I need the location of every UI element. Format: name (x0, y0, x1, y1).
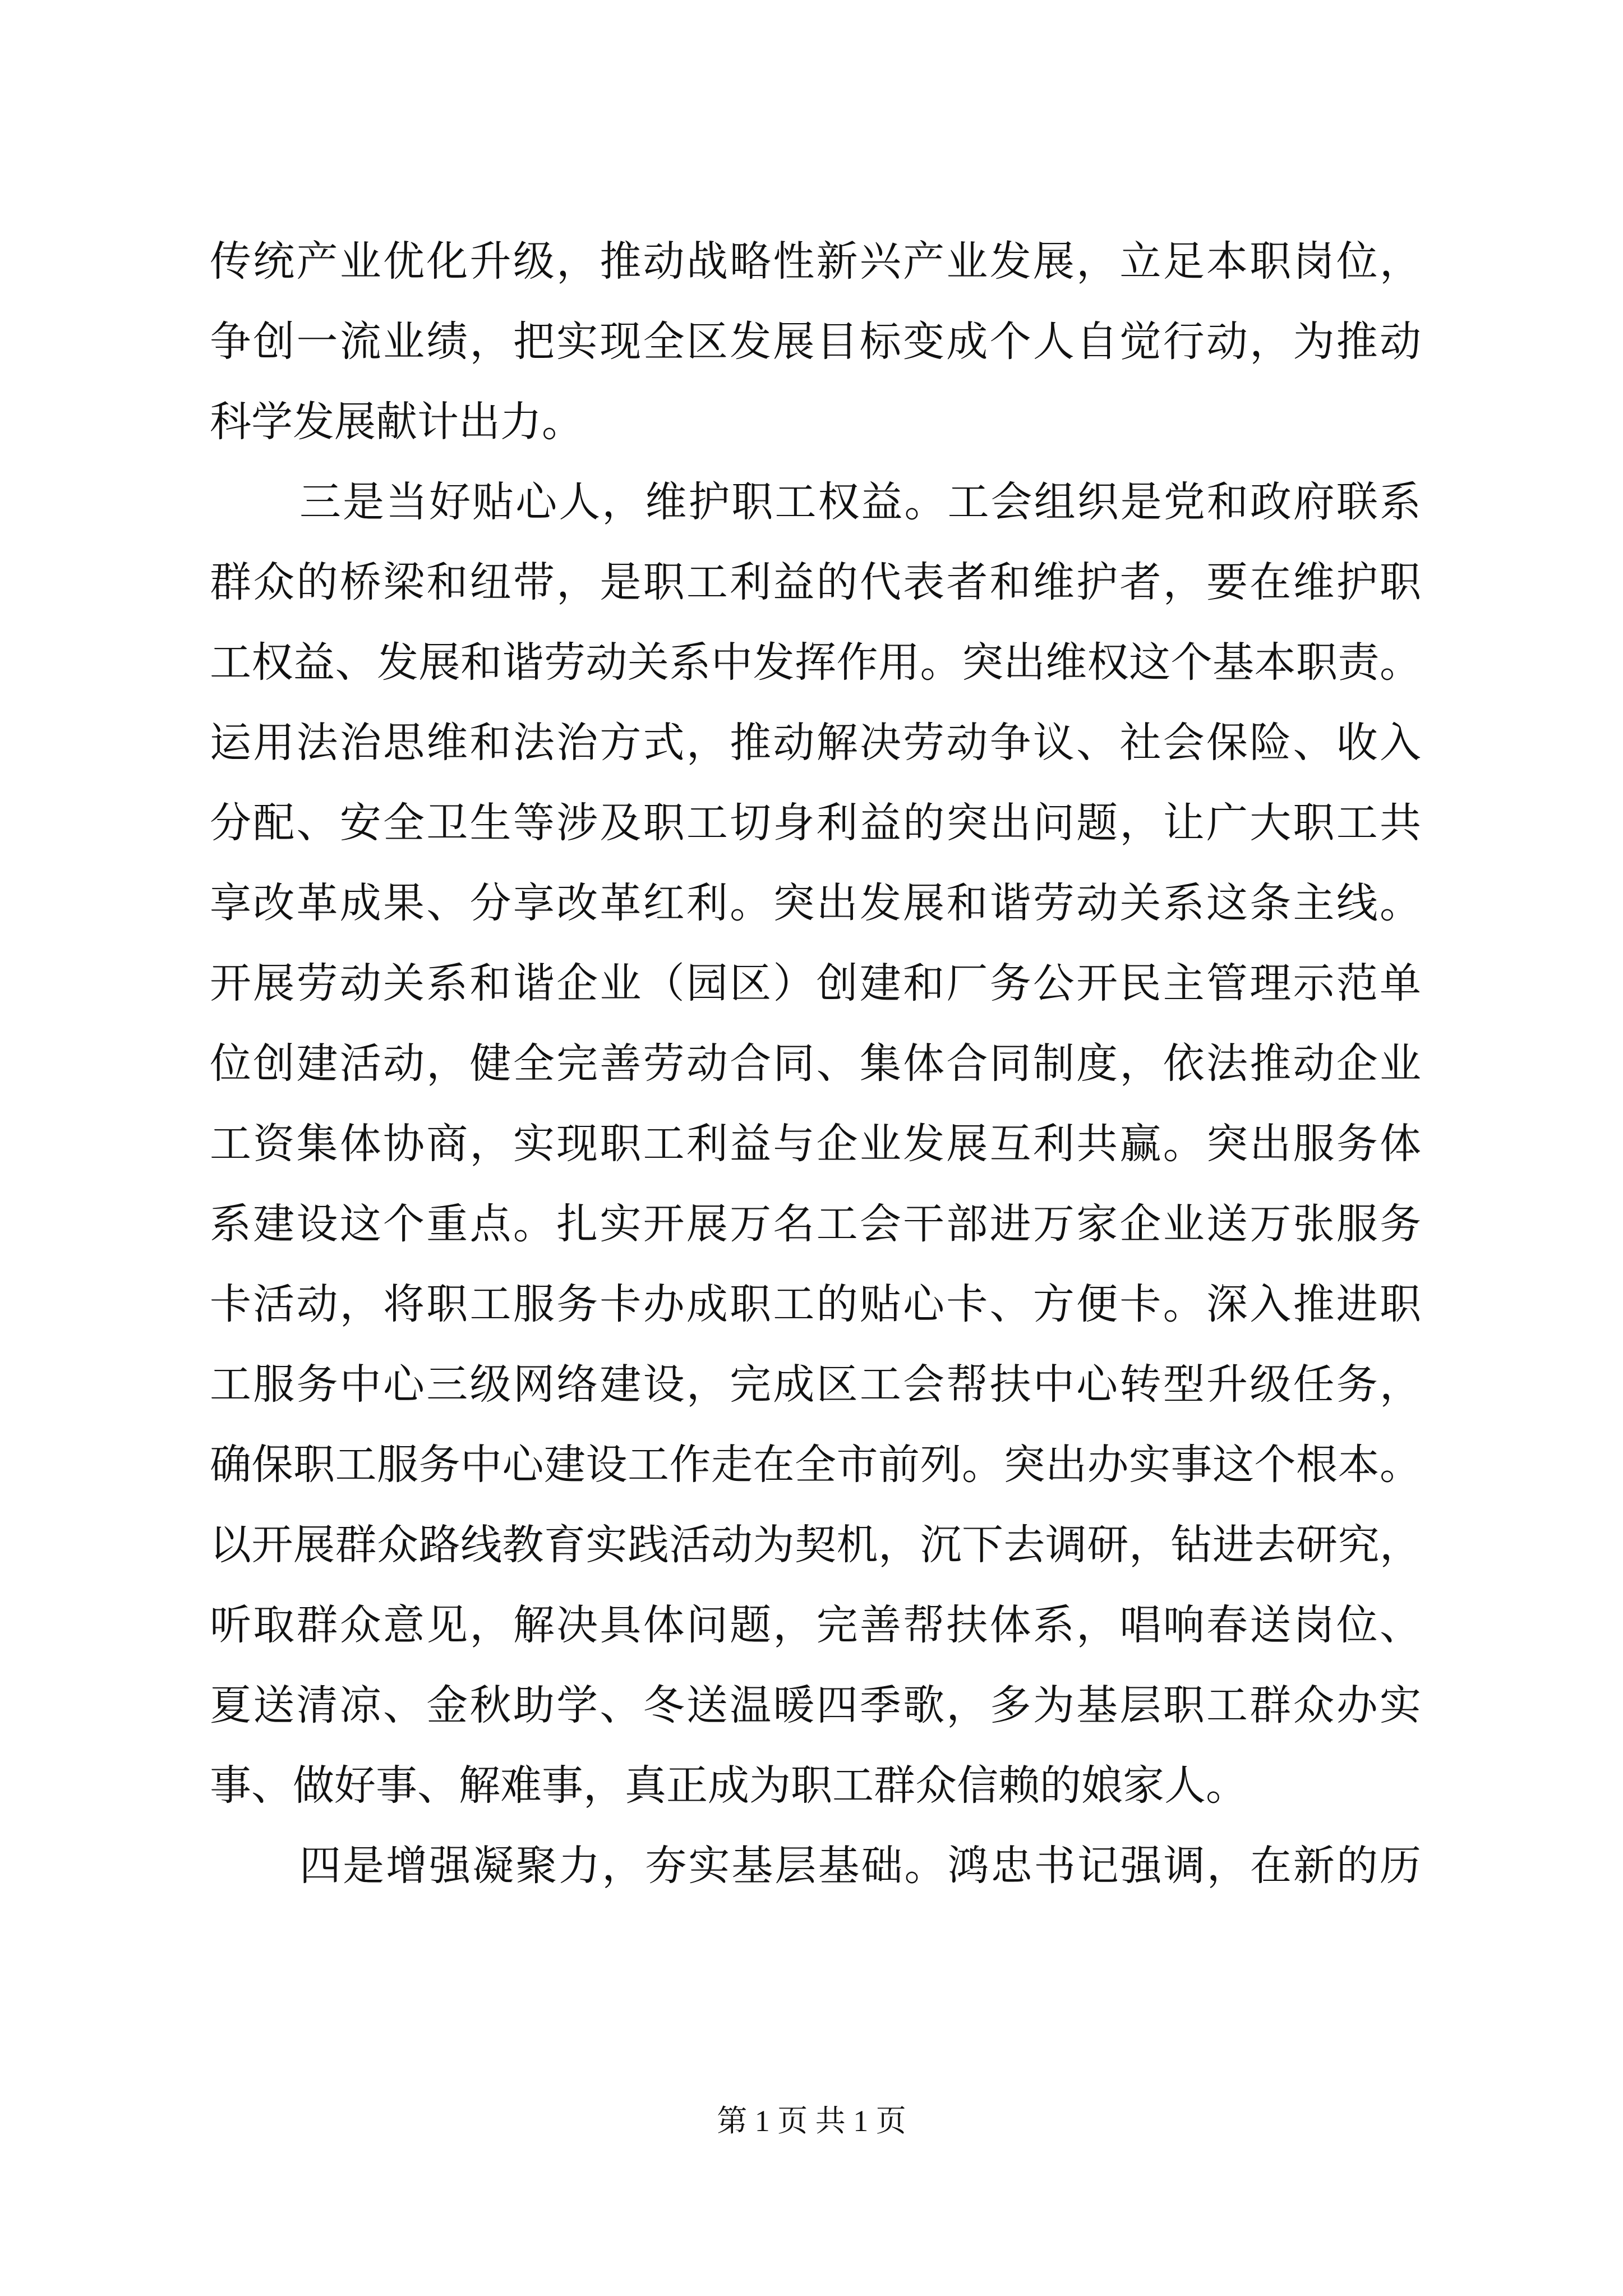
text-line: 传统产业优化升级，推动战略性新兴产业发展，立足本职岗位， (210, 237, 1421, 286)
text-line: 工服务中心三级网络建设，完成区工会帮扶中心转型升级任务， (210, 1360, 1421, 1409)
text-line: 卡活动，将职工服务卡办成职工的贴心卡、方便卡。深入推进职 (210, 1280, 1421, 1328)
text-line: 争创一流业绩，把实现全区发展目标变成个人自觉行动，为推动 (210, 318, 1421, 366)
text-line: 群众的桥梁和纽带，是职工利益的代表者和维护者，要在维护职 (210, 558, 1421, 606)
text-line: 开展劳动关系和谐企业（园区）创建和厂务公开民主管理示范单 (210, 959, 1421, 1007)
text-line: 位创建活动，健全完善劳动合同、集体合同制度，依法推动企业 (210, 1039, 1421, 1088)
paragraph-start-line: 三是当好贴心人，维护职工权益。工会组织是党和政府联系 (299, 478, 1421, 526)
text-line: 夏送清凉、金秋助学、冬送温暖四季歌，多为基层职工群众办实 (210, 1681, 1421, 1729)
text-line: 工资集体协商，实现职工利益与企业发展互利共赢。突出服务体 (210, 1120, 1421, 1168)
text-line: 享改革成果、分享改革红利。突出发展和谐劳动关系这条主线。 (210, 879, 1421, 927)
text-line: 运用法治思维和法治方式，推动解决劳动争议、社会保险、收入 (210, 719, 1421, 767)
text-line: 分配、安全卫生等涉及职工切身利益的突出问题，让广大职工共 (210, 799, 1421, 847)
paragraph-start-line: 四是增强凝聚力，夯实基层基础。鸿忠书记强调，在新的历 (299, 1842, 1421, 1890)
text-line: 以开展群众路线教育实践活动为契机，沉下去调研，钻进去研究， (210, 1521, 1421, 1569)
page-footer: 第 1 页 共 1 页 (717, 2104, 906, 2138)
text-line: 系建设这个重点。扎实开展万名工会干部进万家企业送万张服务 (210, 1200, 1421, 1248)
text-line: 事、做好事、解难事，真正成为职工群众信赖的娘家人。 (210, 1761, 1247, 1810)
text-line: 听取群众意见，解决具体问题，完善帮扶体系，唱响春送岗位、 (210, 1601, 1421, 1649)
body-text (210, 222, 1421, 1906)
text-line: 科学发展献计出力。 (210, 398, 583, 446)
text-line: 工权益、发展和谐劳动关系中发挥作用。突出维权这个基本职责。 (210, 638, 1421, 687)
text-line: 确保职工服务中心建设工作走在全市前列。突出办实事这个根本。 (210, 1441, 1421, 1489)
